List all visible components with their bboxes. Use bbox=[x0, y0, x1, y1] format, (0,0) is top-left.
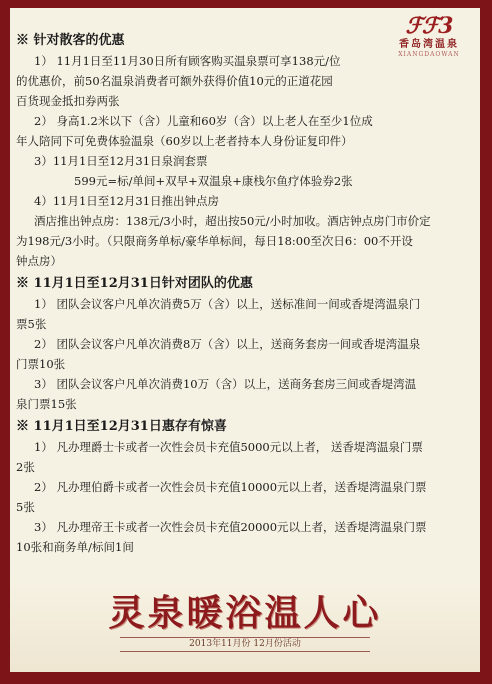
logo-name: 香岛湾温泉 bbox=[399, 39, 459, 50]
text-line: 泉门票15张 bbox=[16, 397, 77, 411]
logo-subtitle: XIANGDAOWAN bbox=[398, 51, 460, 58]
section-title-individual: ※ 针对散客的优惠 bbox=[16, 33, 125, 48]
text-line: 门票10张 bbox=[16, 357, 66, 371]
text-line: 百货现金抵扣券两张 bbox=[16, 94, 120, 108]
slogan: 灵泉暖浴温人心 bbox=[108, 592, 382, 634]
text-line: 酒店推出钟点房：138元/3小时，超出按50元/小时加收。酒店钟点房门市价定 bbox=[34, 214, 431, 228]
text-line: 年人陪同下可免费体验温泉（60岁以上老者持本人身份证复印件） bbox=[16, 134, 353, 148]
section-title-group: ※ 11月1日至12月31日针对团队的优惠 bbox=[16, 276, 253, 291]
text-line: 2） 凡办理伯爵卡或者一次性会员卡充值10000元以上者，送香堤湾温泉门票 bbox=[34, 480, 427, 494]
text-line: 钟点房） bbox=[16, 254, 62, 268]
promo-content bbox=[16, 28, 466, 557]
section-title-recharge: ※ 11月1日至12月31日惠存有惊喜 bbox=[16, 419, 227, 434]
text-line: 2） 身高1.2米以下（含）儿童和60岁（含）以上老人在至少1位成 bbox=[34, 114, 373, 128]
text-line: 4）11月1日至12月31日推出钟点房 bbox=[34, 194, 220, 208]
text-line: 1） 11月1日至11月30日所有顾客购买温泉票可享138元/位 bbox=[34, 54, 341, 68]
text-line: 2） 团队会议客户凡单次消费8万（含）以上，送商务套房一间或香堤湾温泉 bbox=[34, 337, 421, 351]
text-line: 为198元/3小时。（只限商务单标/豪华单标间，每日18:00至次日6：00不开设 bbox=[16, 234, 413, 248]
text-line: 10张和商务单/标间1间 bbox=[16, 540, 134, 554]
text-line: 3）11月1日至12月31日泉润套票 bbox=[34, 154, 208, 168]
footnote: 2013年11月份 12月份活动 bbox=[120, 637, 370, 652]
text-line: 3） 团队会议客户凡单次消费10万（含）以上，送商务套房三间或香堤湾温 bbox=[34, 377, 417, 391]
text-line: 票5张 bbox=[16, 317, 47, 331]
text-line: 1） 凡办理爵士卡或者一次性会员卡充值5000元以上者， 送香堤湾温泉门票 bbox=[34, 440, 423, 454]
flyer-page bbox=[10, 8, 480, 672]
text-line: 3） 凡办理帝王卡或者一次性会员卡充值20000元以上者，送香堤湾温泉门票 bbox=[34, 520, 427, 534]
text-line: 599元=标/单间+双早+双温泉+康栈尔鱼疗体验券2张 bbox=[74, 174, 353, 188]
text-line: 5张 bbox=[16, 500, 35, 514]
text-line: 2张 bbox=[16, 460, 35, 474]
logo-mark: ℱℱ3 bbox=[405, 13, 453, 39]
text-line: 的优惠价，前50名温泉消费者可额外获得价值10元的正道花园 bbox=[16, 74, 333, 88]
text-line: 1） 团队会议客户凡单次消费5万（含）以上，送标准间一间或香堤湾温泉门 bbox=[34, 297, 421, 311]
